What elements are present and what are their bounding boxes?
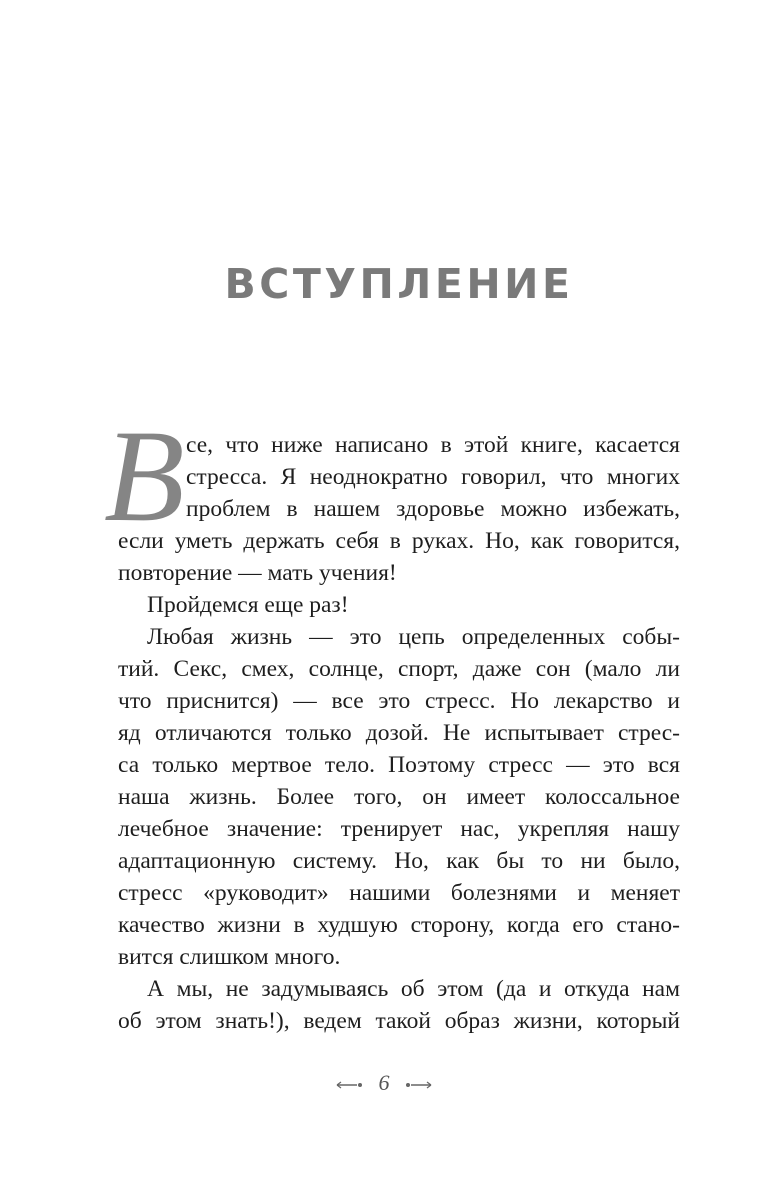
text-line: яд отличаются только дозой. Не испытывает стрес- <box>118 720 680 746</box>
page-number: 6 <box>378 1070 390 1095</box>
text-line: А мы, не задумываясь об этом (да и откуда нам <box>147 976 680 1002</box>
text-line: что приснится) — все это стресс. Но лекарство и <box>118 688 680 714</box>
chapter-title: ВСТУПЛЕНИЕ <box>224 260 574 308</box>
text-line: качество жизни в худшую сторону, когда его стано- <box>118 912 680 938</box>
text-line: Пройдемся еще раз! <box>147 592 349 618</box>
text-line: наша жизнь. Более того, он имеет колоссальное <box>118 784 680 810</box>
page-footer <box>0 1068 768 1098</box>
left-ornament-icon <box>335 1080 363 1090</box>
text-line: вится слишком много. <box>118 944 341 970</box>
text-line: стресс «руководит» нашими болезнями и меняет <box>118 880 680 906</box>
text-line: тий. Секс, смех, солнце, спорт, даже сон (мало ли <box>118 656 680 682</box>
text-line: адаптационную систему. Но, как бы то ни было, <box>118 848 680 874</box>
text-line: проблем в нашем здоровье можно избежать, <box>186 496 680 522</box>
text-line: са только мертвое тело. Поэтому стресс — это вся <box>118 752 680 778</box>
drop-cap: В <box>104 402 185 549</box>
text-line: лечебное значение: тренирует нас, укрепляя нашу <box>118 816 680 842</box>
text-line: се, что ниже написано в этой книге, касается <box>186 432 680 458</box>
text-line: об этом знать!), ведем такой образ жизни, который <box>118 1008 680 1034</box>
text-line: повторение — мать учения! <box>118 560 397 586</box>
text-line: стресса. Я неоднократно говорил, что многих <box>186 464 680 490</box>
right-ornament-icon <box>405 1080 433 1090</box>
text-line: Любая жизнь — это цепь определенных собы- <box>147 624 680 650</box>
text-line: если уметь держать себя в руках. Но, как говорится, <box>118 528 680 554</box>
